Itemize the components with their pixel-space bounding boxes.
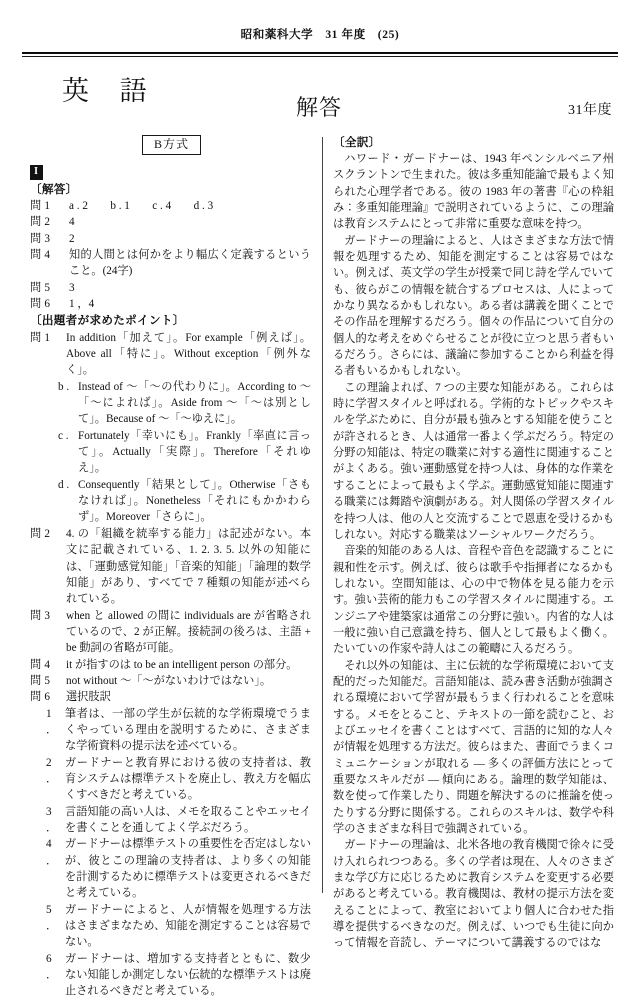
option-number: 6 ． <box>46 952 58 982</box>
translation-heading: 〔全訳〕 <box>333 135 381 149</box>
point-subitem-text: Instead of ～「～の代わりに」。According to ～「～によれば」。Aside from ～「～は別として」。Because of ～「～ゆえに」。 <box>78 380 311 426</box>
point-subitem-marker: d . <box>58 478 70 491</box>
answer-label: 問 6 <box>30 298 51 310</box>
left-column <box>30 135 311 1000</box>
translation-paragraph: ガードナーの理論は、北米各地の教育機関で徐々に受け入れられつつある。多くの学者は現在、人々のさまざまな学び方に応じるために教育システムを変更する必要があると考えている。教育機関は、教材の提示方法を変えることによって、教室においてより個人に合わせた指導を提供するべきなのだ。例えば、いつでも生徒に向かって情報を音読し、テーマについて講義するのではな <box>333 839 614 950</box>
point-body: In addition「加えて」。For example「例えば」。Above all「特に」。Without exception「例外なく」。 <box>66 331 311 377</box>
point-label: 問 1 <box>30 331 51 344</box>
point-subitem <box>30 379 311 428</box>
point-label: 問 2 <box>30 527 51 540</box>
option-text: ガードナーは、増加する支持者とともに、数少ない知能しか測定しない伝統的な標準テストは廃止されるべきだと考えている。 <box>65 952 311 998</box>
option-text: ガードナーによると、人が情報を処理する方法はさまざまなため、知能を測定することは容易でない。 <box>65 903 311 949</box>
answer-row <box>30 296 311 312</box>
answer-row <box>30 280 311 296</box>
body-columns <box>22 135 618 998</box>
year-label: 31年度 <box>568 102 612 118</box>
answer-value: 4 <box>69 216 75 229</box>
option-text: ガードナーと教育界における彼の支持者は、教育システムは標準テストを廃止し、教え方を幅広くすべきだと考えている。 <box>65 756 311 802</box>
point-label: 問 5 <box>30 674 51 687</box>
point-body: 4. の「組織を統率する能力」は記述がない。本文に記載されている、1. 2. 3. 5. 以外の知能には、「運動感覚知能」「音楽的知能」「論理的数学知能」があり、すべてで 7 種類の知能が述べられている。 <box>66 527 311 606</box>
answer-row <box>30 231 311 247</box>
point-subitem-text: Consequently「結果として」。Otherwise「さもなければ」。Nonetheless「それにもかかわらず」。Moreover「さらに」。 <box>78 478 311 524</box>
point-row <box>30 330 311 379</box>
answer-label: 問 4 <box>30 248 51 261</box>
point-row <box>30 689 311 705</box>
answer-row <box>30 247 311 280</box>
answer-value: a . 2 b . 1 c . 4 d . 3 <box>69 199 214 212</box>
title-block <box>0 57 640 135</box>
point-subitem-text: Fortunately「幸いにも」。Frankly「率直に言って」。Actually「実際」。Therefore「それゆえ」。 <box>78 429 311 475</box>
section-marker-row <box>30 163 311 181</box>
answer-label: 問 1 <box>30 199 51 212</box>
option-row <box>30 902 311 951</box>
option-row <box>30 755 311 804</box>
running-head: 昭和薬科大学 31 年度 (25) <box>240 29 400 41</box>
point-body: it が指すのは to be an intelligent person の部分。 <box>66 658 298 671</box>
answer-row <box>30 198 311 214</box>
point-body: not without ～「～がないわけではない」。 <box>66 674 272 687</box>
method-badge: B方式 <box>142 135 201 155</box>
answer-label: 問 2 <box>30 216 51 229</box>
answer-value: 1 ，4 <box>69 298 95 310</box>
point-body: 選択肢訳 <box>66 691 111 704</box>
answer-row <box>30 214 311 230</box>
option-number: 4 ． <box>46 838 58 867</box>
translation-paragraph: この理論よれば、7 つの主要な知能がある。これらは時に学習スタイルと呼ばれる。学術的なトピックやスキルを学ぶために、自分が最も強みとする知能を使うことが許されるとき、人は通常一番よく学ぶだろう。特定の分野の知能は、特定の職業に対する適性に関連することがよくある。強い運動感覚を持つ人は、身体的な作業をすることによって最もよく学ぶ。運動感覚知能に関連する職業には舞踏や演劇がある。対人関係の学習スタイルを持つ人は、他の人と交流することで恩恵を受けるかもしれない。対応する職業はソーシャルワークだろう。 <box>333 381 614 541</box>
point-row <box>30 673 311 689</box>
point-label: 問 4 <box>30 658 51 671</box>
translation-paragraph: それ以外の知能は、主に伝統的な学術環境において支配的だった知能だ。言語知能は、読み書き活動が強調される環境において学習が最もうまく行われることを意味する。メモをとること、テキストの一節を読むこと、およびエッセイを書くことはすべて、言語的に知的な人々が情報を処理する方法だ。彼らはまた、書面でうまくコミュニケーションが取れる ― 多くの評価方法にとって重要なスキルだが ― 傾向にある。論理的数学知能は、数を使って作業したり、問題を解決するのに推論を使ったりする分野に関係する。これらのスキルは、数学や科学のさまざまな科目で強調されている。 <box>333 659 614 836</box>
option-number: 2 ． <box>46 756 58 785</box>
answer-label: 問 5 <box>30 281 51 294</box>
answer-heading: 解答 <box>296 94 343 120</box>
method-badge-row <box>30 135 311 157</box>
option-text: ガードナーは標準テストの重要性を否定はしないが、彼とこの理論の支持者は、より多くの知能を計測するために標準テストは変更されるべきだと考えている。 <box>65 838 311 900</box>
option-number: 5 ． <box>46 903 58 933</box>
option-row <box>30 804 311 837</box>
answer-value: 2 <box>69 232 75 245</box>
point-body: when と allowed の間に individuals are が省略されているので、2 が正解。接続詞の後ろは、主語 + be 動詞の省略が可能。 <box>66 609 311 655</box>
right-column <box>333 135 614 952</box>
point-subitem <box>30 428 311 477</box>
option-text: 言語知能の高い人は、メモを取ることやエッセイを書くことを通してよく学ぶだろう。 <box>65 805 311 834</box>
option-row <box>30 706 311 755</box>
point-subitem <box>30 477 311 526</box>
answers-list <box>30 198 311 312</box>
option-row <box>30 836 311 901</box>
point-row <box>30 608 311 657</box>
option-row <box>30 951 311 1000</box>
section-number-badge: I <box>30 165 43 180</box>
point-row <box>30 526 311 608</box>
point-row <box>30 657 311 673</box>
translation-paragraph: ハワード・ガードナーは、1943 年ペンシルベニア州スクラントンで生まれた。彼は多重知能論で最もよく知られた心理学者である。彼の 1983 年の著書『心の枠組み：多重知能理論』で説明されているように、この理論は教育システムにとって非常に重要な意味を持つ。 <box>333 152 614 231</box>
answers-heading: 〔解答〕 <box>30 182 78 196</box>
point-subitem-marker: b . <box>58 380 70 393</box>
option-number: 1 ． <box>46 707 58 736</box>
answer-value: 3 <box>69 281 75 294</box>
column-divider <box>322 137 323 893</box>
point-subitem-marker: c . <box>58 429 69 442</box>
translation-paragraph: ガードナーの理論によると、人はさまざまな方法で情報を処理するため、知能を測定することは容易ではない。例えば、英文学の学生が授業で同じ詩を学んでいても、彼らがこの情報を統合するプロセスは、人によってかなり異なるかもしれない。ある者は講義を聞くことでその作品を理解するだろう。個々の作品について自分の個人的な考えをめぐらせることが役に立つと思う者もいるだろう。さらには、議論に参加することから利益を得る者もいるかもしれない。 <box>333 234 614 378</box>
answer-value: 知的人間とは何かをより幅広く定義するということ。(24字) <box>69 248 311 278</box>
point-label: 問 3 <box>30 609 51 622</box>
answer-label: 問 3 <box>30 232 51 245</box>
points-heading: 〔出題者が求めたポイント〕 <box>30 314 185 328</box>
point-label: 問 6 <box>30 691 51 704</box>
points-list <box>30 330 311 706</box>
option-number: 3 ． <box>46 805 58 834</box>
translation-paragraph: 音楽的知能のある人は、音程や音色を認識することに親和性を示す。例えば、彼らは歌手や指揮者になるかもしれない。空間知能は、心の中で物体を見る能力を示す。強い芸術的能力もこの学習スタイルに関連する。エンジニアや建築家は通常この分野に強い。内省的な人は一般に強い自己意識を持ち、個人として最もよく働く。たいていの作家や詩人はこの範疇に入るだろう。 <box>333 545 614 656</box>
options-list <box>30 706 311 1000</box>
option-text: 筆者は、一部の学生が伝統的な学術環境でうまくやっている理由を説明するために、さまざまな学術資料の提示法を述べている。 <box>65 707 311 753</box>
page-title: 英 語 <box>62 75 159 106</box>
